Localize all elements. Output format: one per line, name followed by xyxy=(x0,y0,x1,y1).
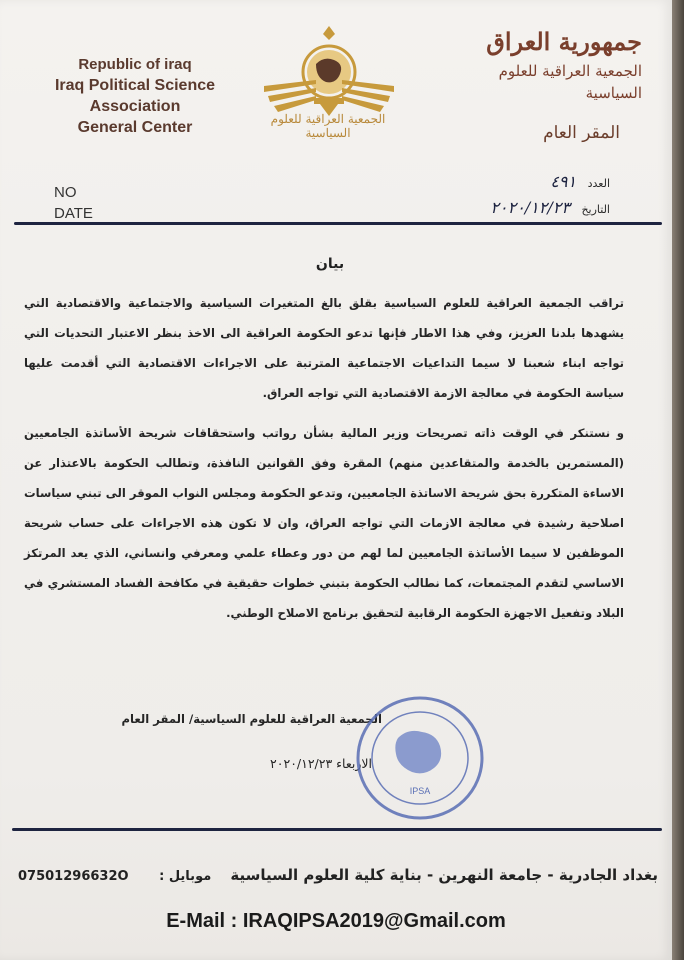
arabic-country: جمهورية العراق xyxy=(486,27,642,56)
date-label-ar: التاريخ xyxy=(581,203,610,216)
english-letterhead xyxy=(20,54,250,138)
signature-block xyxy=(122,712,382,771)
desk-background xyxy=(672,0,684,960)
date-value: ٢٠٢٠/١٢/٢٣ xyxy=(490,198,570,217)
mobile-number: 07501296632O xyxy=(18,869,129,884)
association-line: Iraq Political Science Association xyxy=(54,77,216,115)
footer-mobile xyxy=(18,869,211,884)
date-row xyxy=(490,196,610,222)
seal-text: IPSA xyxy=(409,786,431,796)
statement-body xyxy=(24,288,624,628)
date-label: DATE xyxy=(54,205,93,222)
logo-caption: الجمعية العراقية للعلوم السياسية xyxy=(270,112,386,140)
reference-labels-en xyxy=(54,182,93,224)
footer-divider xyxy=(12,828,662,831)
no-label: NO xyxy=(54,184,77,201)
header-divider xyxy=(14,222,662,225)
footer-address: بغداد الجادرية - جامعة النهرين - بناية كلية العلوم السياسية xyxy=(230,866,658,884)
official-seal-stamp xyxy=(352,690,488,826)
signature-org: الجمعية العراقية للعلوم السياسية/ المقر العام xyxy=(121,712,382,726)
number-value: ٤٩١ xyxy=(550,172,577,191)
number-label: العدد xyxy=(587,177,610,190)
paragraph-1: تراقب الجمعية العراقية للعلوم السياسية بقلق بالغ المتغيرات السياسية والاجتماعية والاقتصادية التي يشهدها بلدنا العزيز، وفي هذا الاطار فإنها تدعو الحكومة العراقية الى الاخذ بنظر الاعتبار التحديات التي تواجه ابناء شعبنا لا سيما التداعيات الاجتماعية المترتبة على الاجراءات الاقتصادية التي أقدمت عليها سياسة الحكومة في معالجة الازمة الاقتصادية التي تواجه العراق. xyxy=(24,296,624,400)
paragraph-2: و نستنكر في الوقت ذاته تصريحات وزير المالية بشأن رواتب واستحقاقات شريحة الأساتذة الجامعيين (المستمرين بالخدمة والمتقاعدين منهم) المقرة وفق القوانين النافذة، وتطالب الحكومة بالاعتذار عن الاساءة المتكررة بحق شريحة الاساتذة الجامعيين، وتدعو الحكومة ومجلس النواب الموقر الى تبني سياسات اصلاحية رشيدة في معالجة الازمات التي تواجه العراق، وان لا تكون هذه الاجراءات على حساب شريحة الموظفين لا سيما الأساتذة الجامعيين لما لهم من دور وعطاء علمي ومعرفي وانساني، الذي يعد المرتكز الاساسي لتقدم المجتمعات، كما نطالب الحكومة بتبني خطوات حقيقية في مكافحة الفساد المستشري في البلاد وتفعيل الاجهزة الحكومة الرقابية لتحقيق برنامج الاصلاح الوطني. xyxy=(24,426,624,620)
footer-email: E-Mail : IRAQIPSA2019@Gmail.com xyxy=(166,910,506,932)
arabic-headquarters: المقر العام xyxy=(543,123,620,143)
mobile-label: موبايل : xyxy=(159,869,212,884)
number-row xyxy=(490,170,610,196)
arabic-association: الجمعية العراقية للعلوم السياسية xyxy=(498,62,642,102)
signature-date: الاربعاء ٢٠٢٠/١٢/٢٣ xyxy=(270,756,372,771)
reference-block-ar xyxy=(490,170,610,222)
center-line: General Center xyxy=(77,119,193,136)
statement-heading: بيان xyxy=(315,256,345,272)
arabic-letterhead xyxy=(442,24,642,148)
republic-line: Republic of iraq xyxy=(78,56,192,73)
